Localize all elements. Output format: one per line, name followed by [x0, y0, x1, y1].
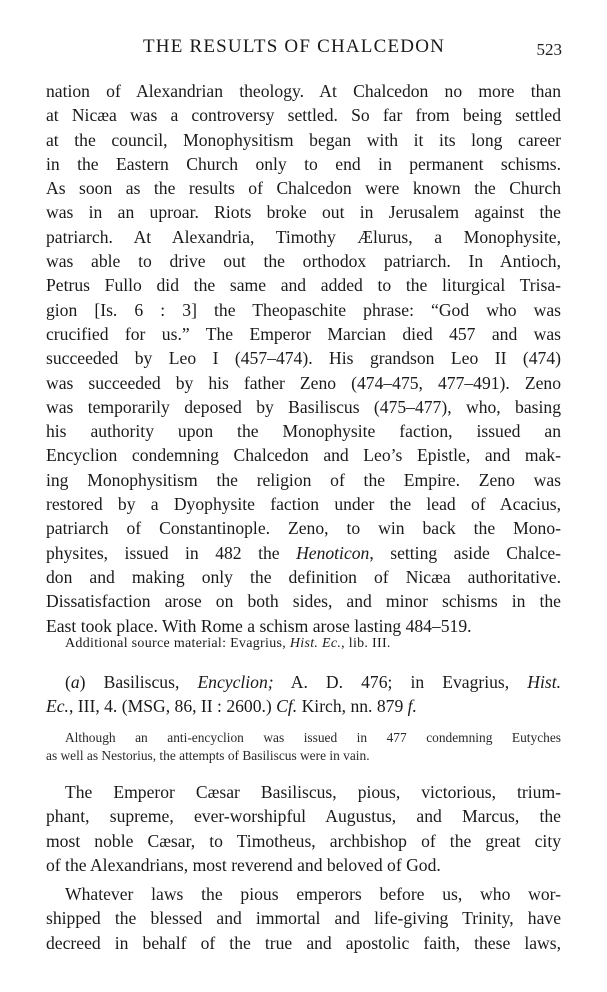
introductory-note: [46, 729, 561, 765]
text-line: gion [Is. 6 : 3] the Theopaschite phrase: “God who was: [46, 299, 561, 320]
note-line: as well as Nestorius, the attempts of Basiliscus were in vain.: [46, 748, 370, 764]
text-line: decreed in behalf of the true and apostolic faith, these laws,: [46, 932, 561, 953]
text-line: As soon as the results of Chalcedon were known the Church: [46, 178, 561, 199]
heading-work-title: Encyclion;: [197, 672, 274, 692]
document-paragraph: [46, 780, 561, 877]
source-note: [65, 636, 391, 652]
text-line: patriarch. At Alexandria, Timothy Ælurus, a Monophysite,: [46, 226, 561, 247]
text-line: his authority upon the Monophysite faction, issued an: [46, 421, 561, 442]
text-line: ing Monophysitism the religion of the Empire. Zeno was: [46, 469, 561, 490]
text-line: restored by a Dyophysite faction under the lead of Acacius,: [46, 494, 561, 515]
heading-line: [46, 670, 561, 694]
text-line: [46, 541, 561, 565]
heading-segment: ) Basiliscus,: [79, 672, 198, 692]
text-line: succeeded by Leo I (457–474). His grandson Leo II (474): [46, 348, 561, 369]
heading-ec-title: Ec.: [46, 696, 69, 716]
text-line: was in an uproar. Riots broke out in Jerusalem against the: [46, 202, 561, 223]
text-line: don and making only the definition of Nicæa authoritative.: [46, 566, 561, 587]
document-heading: [46, 670, 561, 718]
heading-letter: a: [70, 672, 80, 692]
source-title: Hist. Ec.: [289, 636, 342, 651]
source-prefix: Additional source material: Evagrius,: [65, 636, 290, 651]
text-line: was temporarily deposed by Basiliscus (475–477), who, basing: [46, 396, 561, 417]
heading-segment: , III, 4. (MSG, 86, II : 2600.): [68, 696, 277, 716]
text-line: crucified for us.” The Emperor Marcian died 457 and was: [46, 323, 561, 344]
text-line: nation of Alexandrian theology. At Chalcedon no more than: [46, 81, 561, 101]
note-line: Although an anti-encyclion was issued in 477 condemning Eutyches: [65, 730, 561, 745]
text-line: was succeeded by his father Zeno (474–475, 477–491). Zeno: [46, 372, 561, 393]
heading-hist-title: Hist.: [527, 672, 561, 692]
heading-segment: (: [65, 672, 71, 692]
heading-segment: Kirch, nn. 879: [297, 696, 408, 716]
text-line: phant, supreme, ever-worshipful Augustus, and Marcus, the: [46, 806, 561, 827]
text-line: most noble Cæsar, to Timotheus, archbishop of the great city: [46, 830, 561, 851]
text-line: in the Eastern Church only to end in permanent schisms.: [46, 153, 561, 174]
heading-line: [46, 694, 561, 718]
text-line: patriarch of Constantinople. Zeno, to win back the Mono-: [46, 518, 561, 539]
source-suffix: , lib. III.: [341, 636, 391, 651]
text-line: Petrus Fullo did the same and added to the liturgical Trisa-: [46, 275, 561, 296]
text-line: The Emperor Cæsar Basiliscus, pious, victorious, trium-: [65, 782, 561, 802]
document-text: [46, 780, 561, 960]
text-line: Encyclion condemning Chalcedon and Leo’s Epistle, and mak-: [46, 445, 561, 466]
text-line: of the Alexandrians, most reverend and beloved of God.: [46, 854, 441, 875]
page-header: [48, 36, 562, 66]
henoticon-title: Henoticon: [296, 542, 370, 563]
text-line: at Nicæa was a controversy settled. So far from being settled: [46, 105, 561, 126]
page-number: 523: [536, 40, 562, 59]
text-line: East took place. With Rome a schism arose lasting 484–519.: [46, 615, 472, 636]
text-line: at the council, Monophysitism began with it its long career: [46, 129, 561, 150]
text-line: shipped the blessed and immortal and life-giving Trinity, have: [46, 908, 561, 929]
text-line: Dissatisfaction arose on both sides, and minor schisms in the: [46, 591, 561, 612]
running-title: THE RESULTS OF CHALCEDON: [143, 36, 446, 57]
text-segment: physites, issued in 482 the: [46, 542, 297, 563]
text-line: Whatever laws the pious emperors before us, who wor-: [65, 884, 561, 905]
heading-f: f.: [407, 696, 417, 716]
heading-cf: Cf.: [276, 696, 298, 716]
document-paragraph: [46, 882, 561, 955]
text-line: was able to drive out the orthodox patriarch. In Antioch,: [46, 251, 561, 272]
text-segment: , setting aside Chalce-: [369, 542, 561, 563]
heading-segment: A. D. 476; in Evagrius,: [273, 672, 528, 692]
main-paragraph: [46, 79, 561, 638]
